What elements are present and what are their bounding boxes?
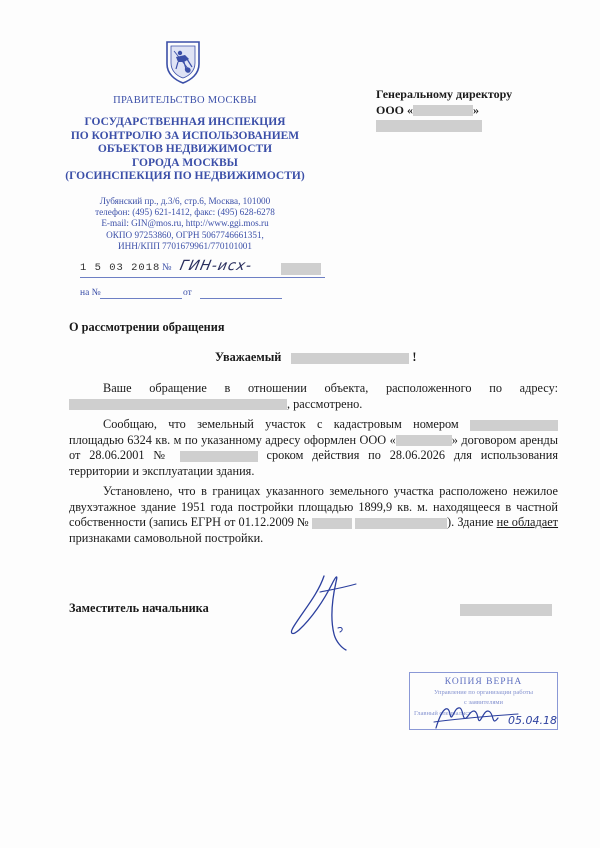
reference-number-line — [100, 298, 182, 299]
address-line: Лубянский пр., д.3/6, стр.6, Москва, 101000 — [99, 196, 271, 206]
stamp-department: Управление по организации работы — [434, 689, 533, 696]
registration-date: 1 5 03 2018 — [80, 262, 161, 274]
org-line: ГОРОДА МОСКВЫ — [132, 156, 238, 169]
org-line: (ГОСИНСПЕКЦИЯ ПО НЕДВИЖИМОСТИ) — [65, 170, 305, 182]
phone-line: телефон: (495) 621-1412, факс: (495) 628-6278 — [95, 207, 275, 218]
organization-name — [40, 116, 330, 184]
text-run: сроком действия по 28.06.2026 для использования территории и эксплуатации здания. — [69, 448, 559, 478]
paragraph-2 — [69, 417, 558, 479]
redaction-block — [291, 353, 409, 364]
organization-contacts — [40, 196, 330, 252]
stamp-handwritten-signature — [432, 698, 560, 732]
reference-row — [80, 288, 280, 302]
redaction-block — [69, 399, 287, 410]
text-run: признаками самовольной постройки. — [69, 530, 264, 545]
paragraph-1 — [69, 381, 558, 412]
underlined-text: не обладает — [496, 515, 559, 530]
greeting-suffix: ! — [412, 350, 417, 364]
stamp-department-2: с заявителями — [463, 698, 504, 706]
text-run: ). Здание — [447, 515, 494, 530]
text-run: Установлено, что в границах указанного земельного участка расположено нежилое двухэтажное здание 1951 года постройки площадью 1899,9 кв. м. находящееся в частной собственности (запись ЕГРН от 01.12.2009 № — [69, 484, 558, 530]
text-run: , рассмотрено. — [287, 396, 363, 411]
signatory-title: Заместитель начальника — [69, 601, 209, 615]
org-line: ПО КОНТРОЛЮ ЗА ИСПОЛЬЗОВАНИЕМ — [70, 129, 300, 142]
greeting-prefix: Уважаемый — [215, 350, 282, 364]
redaction-block — [376, 120, 482, 132]
addressee — [376, 87, 512, 118]
government-name: ПРАВИТЕЛЬСТВО МОСКВЫ — [113, 95, 257, 106]
addressee-organization — [376, 103, 512, 119]
redaction-block — [470, 420, 558, 431]
handwritten-signature — [272, 570, 382, 660]
reference-from-label: от — [183, 288, 192, 298]
paragraph-3 — [69, 484, 558, 546]
redaction-block — [312, 518, 352, 529]
text-run: Сообщаю, что земельный участок с кадастровым номером — [103, 417, 459, 431]
addressee-position: Генеральному директору — [376, 87, 513, 101]
stamp-title: КОПИЯ ВЕРНА — [444, 677, 523, 687]
email-line: E-mail: GIN@mos.ru, http://www.ggi.mos.ru — [101, 218, 269, 229]
text-run: Ваше обращение в отношении объекта, расположенного по адресу: — [103, 381, 558, 395]
redaction-block — [460, 604, 552, 616]
greeting — [215, 350, 417, 365]
registration-underline — [80, 277, 325, 278]
moscow-coat-of-arms-icon — [163, 38, 203, 84]
stamp-position: Главный специалист — [414, 710, 472, 717]
redaction-block — [180, 451, 258, 462]
stamp-date: 05.04.18 — [508, 714, 557, 727]
redaction-block — [413, 105, 473, 116]
org-line: ГОСУДАРСТВЕННАЯ ИНСПЕКЦИЯ — [84, 116, 286, 128]
registration-number-label: № — [162, 262, 172, 273]
redaction-block — [396, 435, 452, 446]
redaction-block — [355, 518, 447, 529]
redaction-block — [281, 263, 321, 275]
letter-subject: О рассмотрении обращения — [69, 320, 225, 334]
registration-number: ГИН-исх- — [178, 258, 254, 274]
text-run: » договором аренды от 28.06.2001 № — [69, 432, 558, 463]
okpo-line: ОКПО 97253860, ОГРН 5067746661351, — [106, 229, 264, 240]
text-run: площадью 6324 кв. м по указанному адресу оформлен ООО « — [69, 432, 396, 447]
org-line: ОБЪЕКТОВ НЕДВИЖИМОСТИ — [97, 143, 273, 155]
reference-label: на № — [80, 288, 101, 298]
org-prefix: ООО « — [376, 102, 414, 117]
org-suffix: » — [473, 102, 480, 117]
registration-row — [80, 258, 330, 278]
reference-date-line — [200, 298, 282, 299]
inn-line: ИНН/КПП 7701679961/770101001 — [118, 240, 252, 251]
